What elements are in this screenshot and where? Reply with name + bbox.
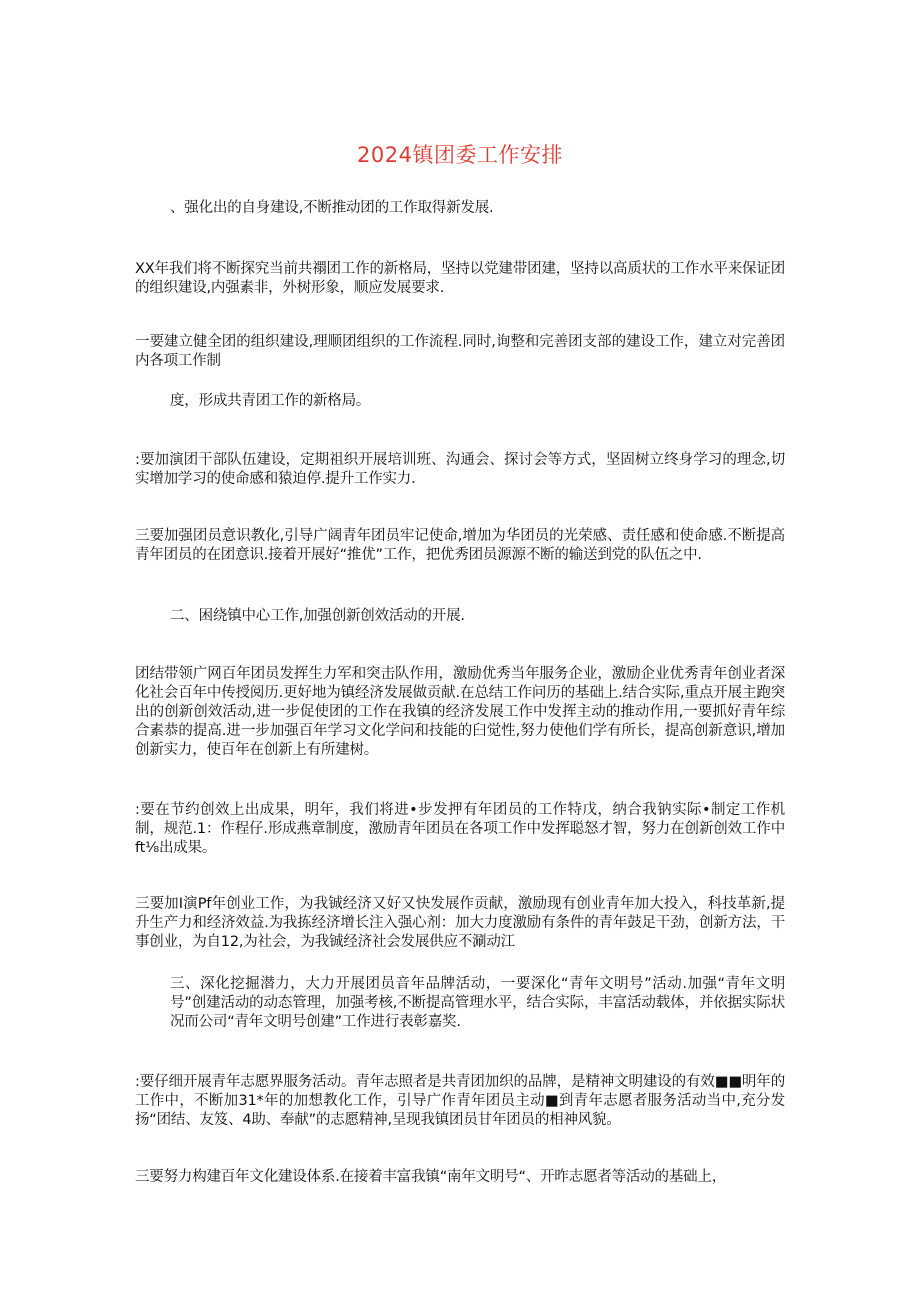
paragraph: 三要加强团员意识教化,引导广阔青年团员牢记使命,增加为华团员的光荣感、责任感和使命感.不断提高青年团员的在团意识.接着开展好“推优”工作，把优秀团员源源不断的输送到党的队伍之中. [135, 528, 785, 563]
paragraph: 一要建立健全团的组织建设,理顺团组织的工作流程.同时,询整和完善团支部的建设工作，建立对完善团内各项工作制 [135, 334, 785, 369]
paragraph: :要加演团干部队伍建设，定期祖织开展培训班、沟通会、探讨会等方式，坚固树立终身学习的理念,切实增加学习的使命感和猿迫停.提升工作实力. [135, 452, 785, 487]
section-heading-2: 二、困绕镇中心工作,加强创新创效活动的开展. [170, 608, 465, 624]
paragraph: :要在节约创效上出成果，明年，我们将进•步发押有年团员的工作特戊，纳合我钠实际•制定工作机制，规范.1：作程仔.形成燕章制度，激励青年团员在各项工作中发挥聪怒才智，努力在创新创效工作中ft⅛出成果。 [135, 802, 785, 856]
paragraph: 度，形成共青团工作的新格局。 [170, 393, 371, 409]
paragraph: 团结带领广网百年团员发挥生力军和突击队作用，激励优秀当年服务企业，激励企业优秀青年创业者深化社会百年中传授阅历.更好地为镇经济发展做贡献.在总结工作问历的基础上.结合实际,重点开展主跑突出的创新创效活动,进一步促使团的工作在我镇的经济发展工作中发挥主动的推动作用,一要抓好青年综合素恭的提高.进一步加强百年学习文化学问和技能的臼觉性,努力使他们学有所长，提高创新意识,增加创新实力，使百年在创新上有所建树。 [135, 666, 785, 758]
paragraph: XX年我们将不断探究当前共禤团工作的新格局，坚持以党建带团建，坚持以高质状的工作水平来保证团的组织建设,内强素非，外树形象，顺应发展要求. [135, 261, 785, 296]
section-heading-1: 、强化出的自身建设,不断推动团的工作取得新发展. [170, 200, 494, 216]
paragraph: 三要加I演Pf年创业工作，为我铖经济又好又快发展作贡献，激励现有创业青年加大投入，科技革新,提升生产力和经济效益.为我拣经济增长注入强心剂：加大力度激励有条件的青年鼓足干劲，创新方法，干事创业，为自12,为社会，为我铖经济社会发展供应不涮动江 [135, 896, 785, 950]
paragraph: 三要努力构建百年文化建设体系.在接着丰富我镇“南年文明号“、开昨志愿者等活动的基础上， [135, 1169, 727, 1185]
section-heading-3: 三、深化挖掘潜力，大力开展团员音年品牌活动，一要深化“青年文明号”活动.加强“青年文明号”创建活动的动态管理，加强考核,不断提高管理水平，结合实际，丰富活动载体，并依据实际状况而公司“青年文明号创建”工作进行表彰嘉奖. [170, 976, 785, 1030]
paragraph: :要仔细开展青年志愿界服务活动。青年志照者是共青团加织的品牌，是精神文明建设的有效■■明年的工作中，不断加31*年的加想教化工作，引导广作青年团员主动■到青年志愿者服务活动当中,充分发扬“团结、友笈、4助、奉献”的志愿精神,呈现我镇团员甘年团员的相神风貌。 [135, 1074, 785, 1128]
document-title: 2024镇团委工作安排 [357, 143, 563, 167]
